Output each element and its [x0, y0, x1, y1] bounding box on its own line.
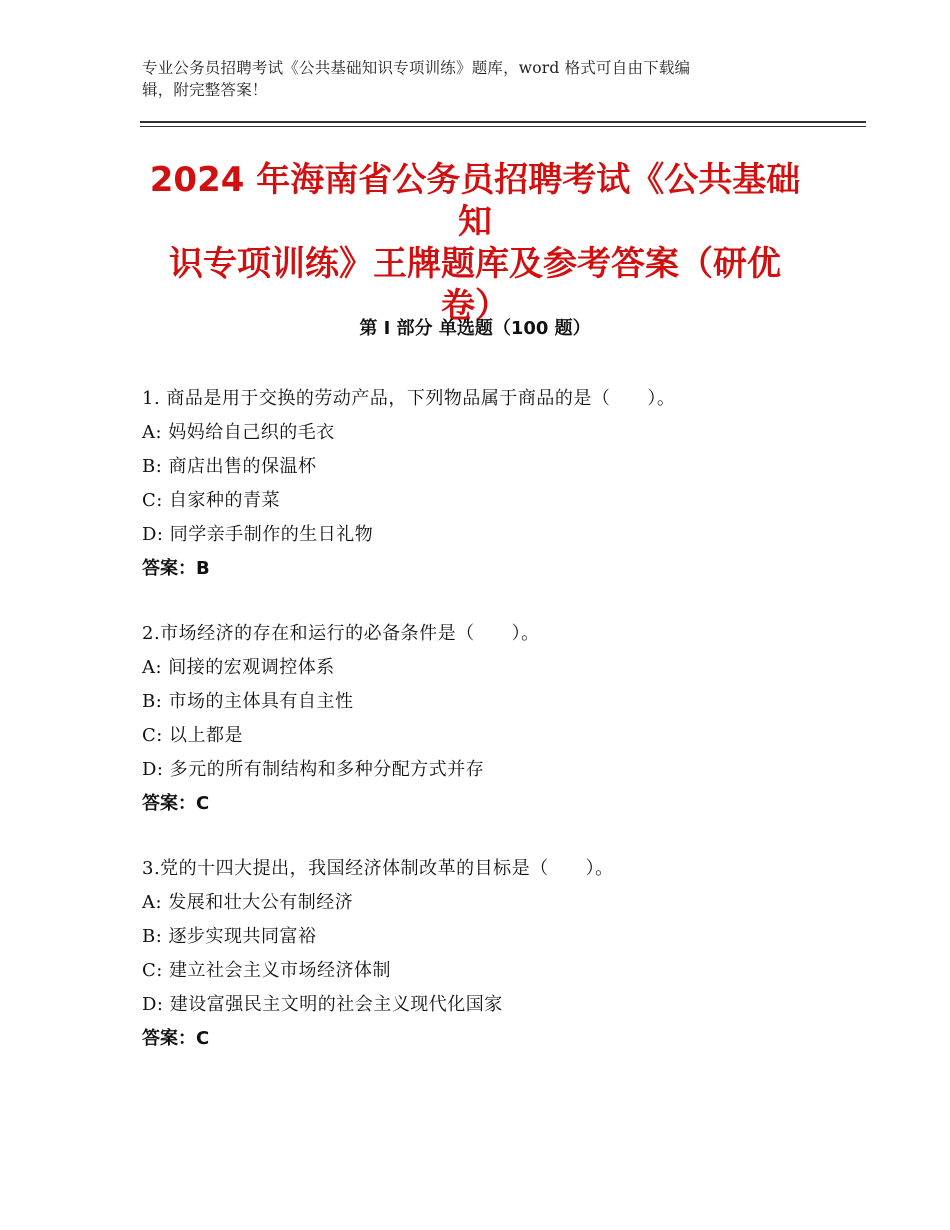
header-note-line-2: 辑，附完整答案！	[142, 81, 268, 99]
question-stem: 3.党的十四大提出，我国经济体制改革的目标是（ ）。	[142, 858, 614, 879]
header-note-line-1: 专业公务员招聘考试《公共基础知识专项训练》题库，word 格式可自由下载编	[142, 59, 691, 77]
question-stem: 2.市场经济的存在和运行的必备条件是（ ）。	[142, 623, 540, 644]
document-title-line-3: 卷）	[441, 286, 509, 326]
question-item	[142, 617, 842, 821]
document-title-line-2: 识专项训练》王牌题库及参考答案（研优	[169, 244, 781, 284]
answer: 答案：B	[142, 558, 210, 579]
question-stem: 1. 商品是用于交换的劳动产品，下列物品属于商品的是（ ）。	[142, 388, 676, 409]
document-title	[140, 159, 810, 327]
option-b: B: 逐步实现共同富裕	[142, 926, 317, 947]
option-d: D: 建设富强民主文明的社会主义现代化国家	[142, 994, 503, 1015]
option-a: A: 间接的宏观调控体系	[142, 657, 335, 678]
option-a: A: 妈妈给自己织的毛衣	[142, 422, 335, 443]
document-title-line-1: 2024 年海南省公务员招聘考试《公共基础知	[149, 160, 801, 242]
option-b: B: 商店出售的保温杯	[142, 456, 317, 477]
option-d: D: 多元的所有制结构和多种分配方式并存	[142, 759, 485, 780]
question-item	[142, 852, 842, 1056]
question-list	[142, 382, 842, 1087]
question-item	[142, 382, 842, 586]
option-c: C: 自家种的青菜	[142, 490, 281, 511]
header-divider-thick	[140, 121, 866, 123]
option-c: C: 以上都是	[142, 725, 244, 746]
option-d: D: 同学亲手制作的生日礼物	[142, 524, 374, 545]
option-b: B: 市场的主体具有自主性	[142, 691, 354, 712]
answer: 答案：C	[142, 793, 210, 814]
option-a: A: 发展和壮大公有制经济	[142, 892, 354, 913]
section-title: 第 I 部分 单选题（100 题）	[359, 318, 591, 339]
header-note	[142, 57, 802, 101]
option-c: C: 建立社会主义市场经济体制	[142, 960, 392, 981]
header-divider-thin	[140, 126, 866, 127]
answer: 答案：C	[142, 1028, 210, 1049]
